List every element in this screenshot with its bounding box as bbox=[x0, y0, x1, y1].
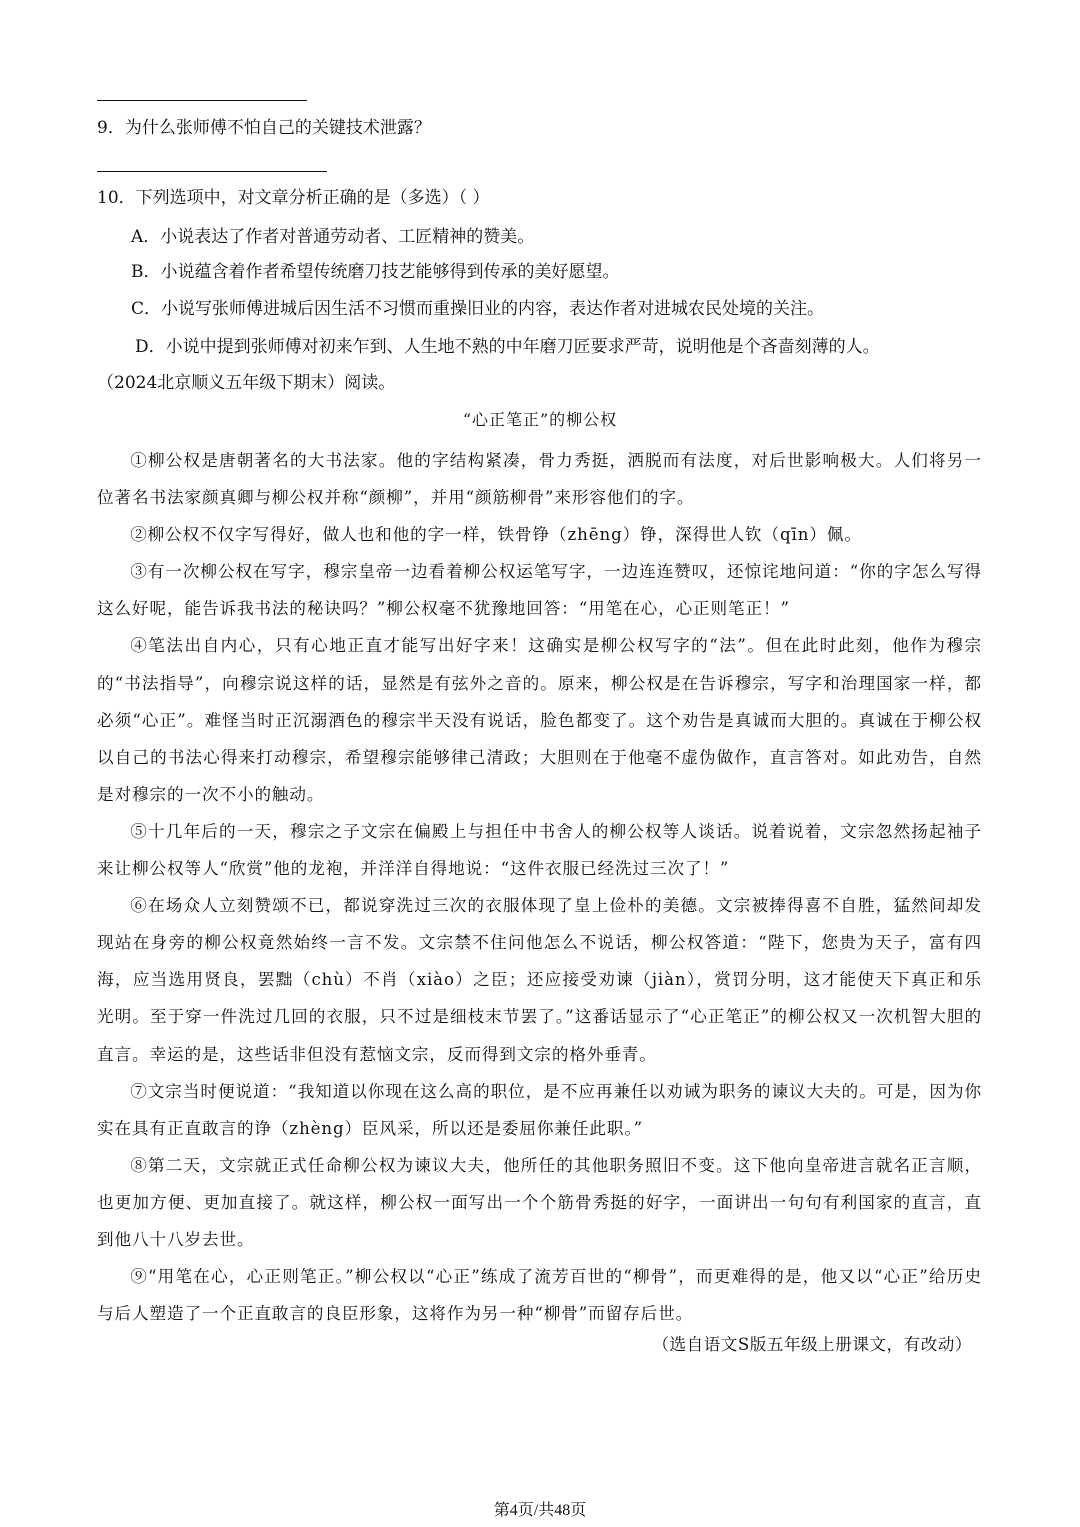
article-body bbox=[97, 442, 982, 1332]
answer-line-q9 bbox=[97, 171, 327, 172]
paragraph-9: ⑨“用笔在心，心正则笔正。”柳公权以“心正”练成了流芳百世的“柳骨”，而更难得的是，他又以“心正”给历史与后人塑造了一个正直敢言的良臣形象，这将作为另一种“柳骨”而留存后世。 bbox=[97, 1267, 982, 1324]
paragraph-8: ⑧第二天，文宗就正式任命柳公权为谏议大夫，他所任的其他职务照旧不变。这下他向皇帝进言就名正言顺，也更加方便、更加直接了。就这样，柳公权一面写出一个个筋骨秀挺的好字，一面讲出一句句有利国家的直言，直到他八十八岁去世。 bbox=[97, 1155, 982, 1249]
paragraph-7: ⑦文宗当时便说道：“我知道以你现在这么高的职位，是不应再兼任以劝诫为职务的谏议大夫的。可是，因为你实在具有正直敢言的诤（zhèng）臣风采，所以还是委屈你兼任此职。” bbox=[97, 1081, 982, 1138]
paragraph-4: ④笔法出自内心，只有心地正直才能写出好字来！这确实是柳公权写字的“法”。但在此时此刻，他作为穆宗的“书法指导”，向穆宗说这样的话，显然是有弦外之音的。原来，柳公权是在告诉穆宗，写字和治理国家一样，都必须“心正”。难怪当时正沉溺酒色的穆宗半天没有说话，脸色都变了。这个劝告是真诚而大胆的。真诚在于柳公权以自己的书法心得来打动穆宗，希望穆宗能够律己清政；大胆则在于他毫不虚伪做作，直言答对。如此劝告，自然是对穆宗的一次不小的触动。 bbox=[97, 636, 982, 804]
paragraph-6: ⑥在场众人立刻赞颂不已，都说穿洗过三次的衣服体现了皇上俭朴的美德。文宗被捧得喜不自胜，猛然间却发现站在身旁的柳公权竟然始终一言不发。文宗禁不住问他怎么不说话，柳公权答道：“陛下，您贵为天子，富有四海，应当选用贤良，罢黜（chù）不肖（xiào）之臣；还应接受劝谏（jiàn），赏罚分明，这才能使天下真正和乐光明。至于穿一件洗过几回的衣服，只不过是细枝末节罢了。”这番话显示了“心正笔正”的柳公权又一次机智大胆的直言。幸运的是，这些话非但没有惹恼文宗，反而得到文宗的格外垂青。 bbox=[97, 896, 982, 1064]
paragraph-2: ②柳公权不仅字写得好，做人也和他的字一样，铁骨铮（zhēng）铮，深得世人钦（qīn）佩。 bbox=[130, 525, 862, 545]
question-10: 10．下列选项中，对文章分析正确的是（多选）（ ） bbox=[97, 188, 490, 208]
article-title: “心正笔正”的柳公权 bbox=[462, 410, 618, 429]
option-d: D．小说中提到张师傅对初来乍到、人生地不熟的中年磨刀匠要求严苛，说明他是个吝啬刻薄的人。 bbox=[135, 337, 880, 357]
article-credit: （选自语文S版五年级上册课文，有改动） bbox=[652, 1335, 972, 1354]
option-a: A．小说表达了作者对普通劳动者、工匠精神的赞美。 bbox=[131, 227, 535, 247]
paragraph-1: ①柳公权是唐朝著名的大书法家。他的字结构紧凑，骨力秀挺，洒脱而有法度，对后世影响极大。人们将另一位著名书法家颜真卿与柳公权并称“颜柳”，并用“颜筋柳骨”来形容他们的字。 bbox=[97, 451, 982, 508]
page-number: 第4页/共48页 bbox=[493, 1502, 587, 1519]
question-9: 9．为什么张师傅不怕自己的关键技术泄露？ bbox=[97, 118, 431, 138]
paragraph-3: ③有一次柳公权在写字，穆宗皇帝一边看着柳公权运笔写字，一边连连赞叹，还惊诧地问道：“你的字怎么写得这么好呢，能告诉我书法的秘诀吗？”柳公权毫不犹豫地回答：“用笔在心，心正则笔正！” bbox=[97, 562, 982, 619]
answer-line-q8 bbox=[97, 100, 307, 101]
option-c: C．小说写张师傅进城后因生活不习惯而重操旧业的内容，表达作者对进城农民处境的关注。 bbox=[131, 299, 825, 319]
paragraph-5: ⑤十几年后的一天，穆宗之子文宗在偏殿上与担任中书舍人的柳公权等人谈话。说着说着，文宗忽然扬起袖子来让柳公权等人“欣赏”他的龙袍，并洋洋自得地说：“这件衣服已经洗过三次了！” bbox=[97, 821, 982, 879]
reading-source: （2024北京顺义五年级下期末）阅读。 bbox=[97, 373, 396, 393]
option-b: B．小说蕴含着作者希望传统磨刀技艺能够得到传承的美好愿望。 bbox=[131, 262, 620, 282]
